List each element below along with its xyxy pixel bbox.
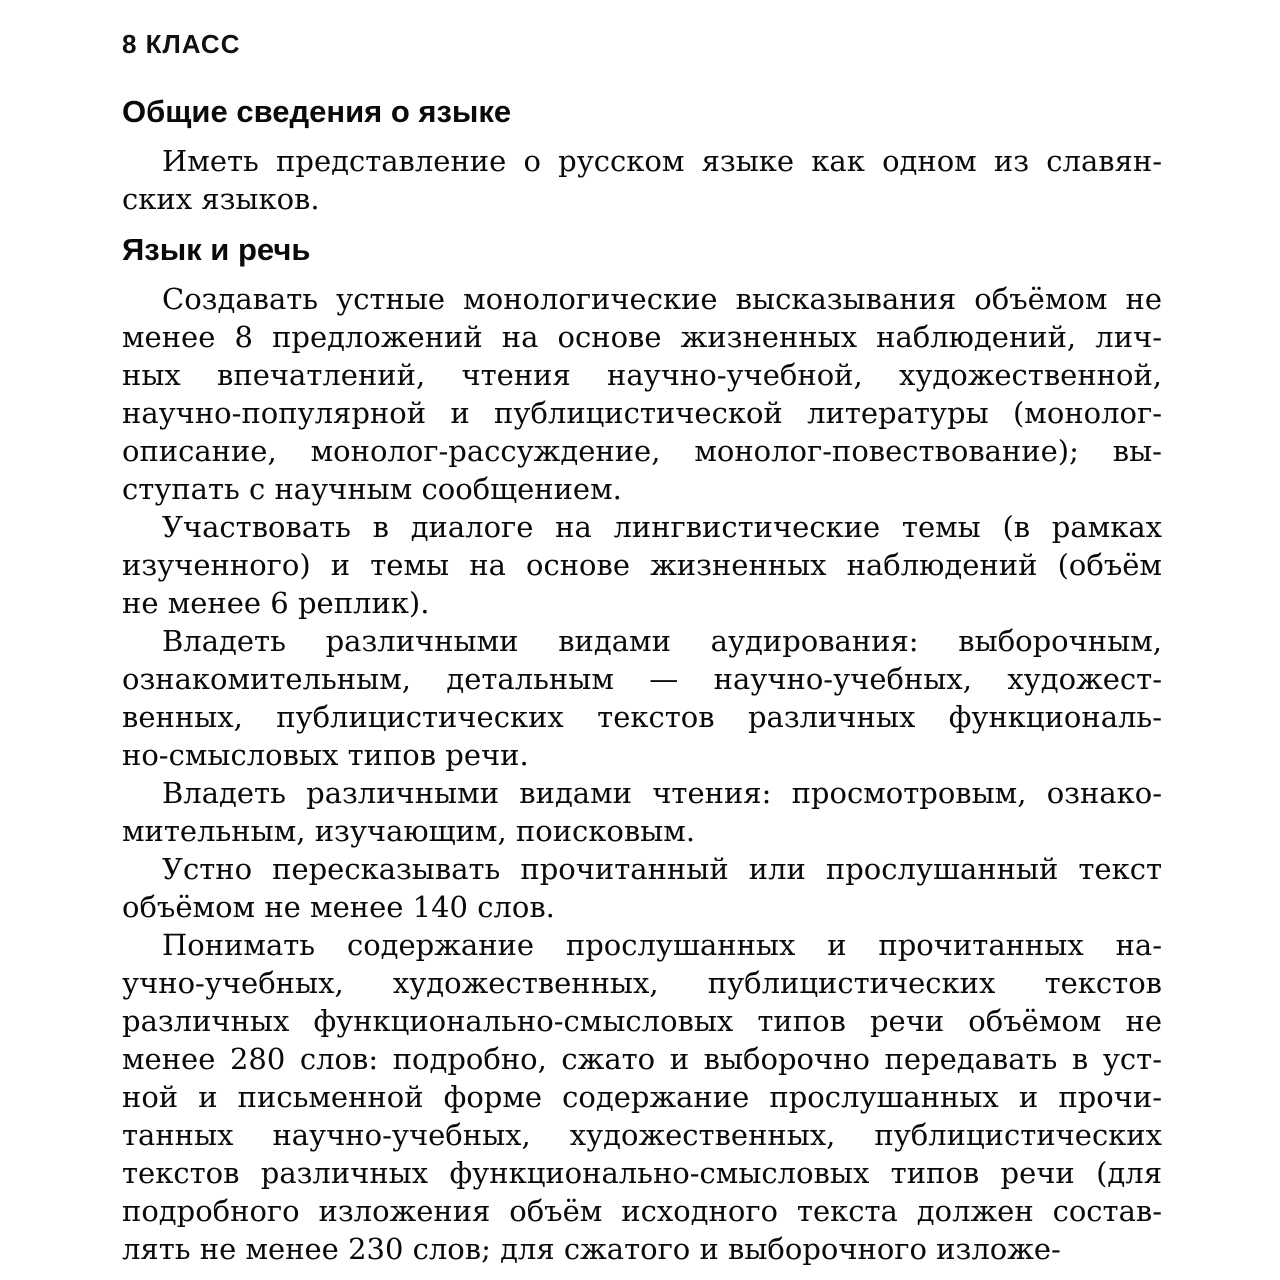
text-line: объёмом не менее 140 слов.: [122, 890, 555, 924]
text-line: научно-популярной и публицистической литературы (монолог-: [122, 396, 1162, 430]
text-line: учно-учебных, художественных, публицистических текстов: [122, 966, 1162, 1000]
paragraph: [122, 280, 1162, 508]
text-line: Понимать содержание прослушанных и прочитанных на-: [162, 928, 1162, 962]
text-line: Устно пересказывать прочитанный или прослушанный текст: [162, 852, 1162, 886]
section-heading: Язык и речь: [122, 232, 311, 267]
paragraph: [122, 622, 1162, 774]
text-line: не менее 6 реплик).: [122, 586, 430, 620]
paragraph: [122, 774, 1162, 850]
section-heading: Общие сведения о языке: [122, 94, 512, 129]
text-line: Иметь представление о русском языке как одном из славян-: [162, 144, 1162, 178]
text-line: Владеть различными видами чтения: просмотровым, ознако-: [162, 776, 1162, 810]
text-line: Участвовать в диалоге на лингвистические темы (в рамках: [162, 510, 1162, 544]
text-line: Создавать устные монологические высказывания объёмом не: [162, 282, 1162, 316]
text-line: танных научно-учебных, художественных, публицистических: [122, 1118, 1162, 1152]
document-content: [122, 92, 1162, 1268]
text-line: ной и письменной форме содержание прослушанных и прочи-: [122, 1080, 1162, 1114]
text-line: подробного изложения объём исходного текста должен состав-: [122, 1194, 1162, 1228]
paragraph: [122, 508, 1162, 622]
text-line: менее 8 предложений на основе жизненных наблюдений, лич-: [122, 320, 1162, 354]
text-line: ных впечатлений, чтения научно-учебной, художественной,: [122, 358, 1162, 392]
text-line: но-смысловых типов речи.: [122, 738, 529, 772]
paragraph: [122, 142, 1162, 218]
text-line: менее 280 слов: подробно, сжато и выборочно передавать в уст-: [122, 1042, 1162, 1076]
text-line: изученного) и темы на основе жизненных наблюдений (объём: [122, 548, 1162, 582]
text-line: мительным, изучающим, поисковым.: [122, 814, 696, 848]
text-line: ступать с научным сообщением.: [122, 472, 622, 506]
text-line: лять не менее 230 слов; для сжатого и выборочного изложе-: [122, 1232, 1061, 1266]
paragraph: [122, 850, 1162, 926]
text-line: описание, монолог-рассуждение, монолог-повествование); вы-: [122, 434, 1162, 468]
grade-header: 8 КЛАСС: [122, 29, 241, 59]
paragraph: [122, 926, 1162, 1268]
text-line: ознакомительным, детальным — научно-учебных, художест-: [122, 662, 1162, 696]
text-line: текстов различных функционально-смысловых типов речи (для: [122, 1156, 1162, 1190]
text-line: различных функционально-смысловых типов речи объёмом не: [122, 1004, 1162, 1038]
text-line: ских языков.: [122, 182, 320, 216]
text-line: Владеть различными видами аудирования: выборочным,: [162, 624, 1162, 658]
text-line: венных, публицистических текстов различных функциональ-: [122, 700, 1162, 734]
